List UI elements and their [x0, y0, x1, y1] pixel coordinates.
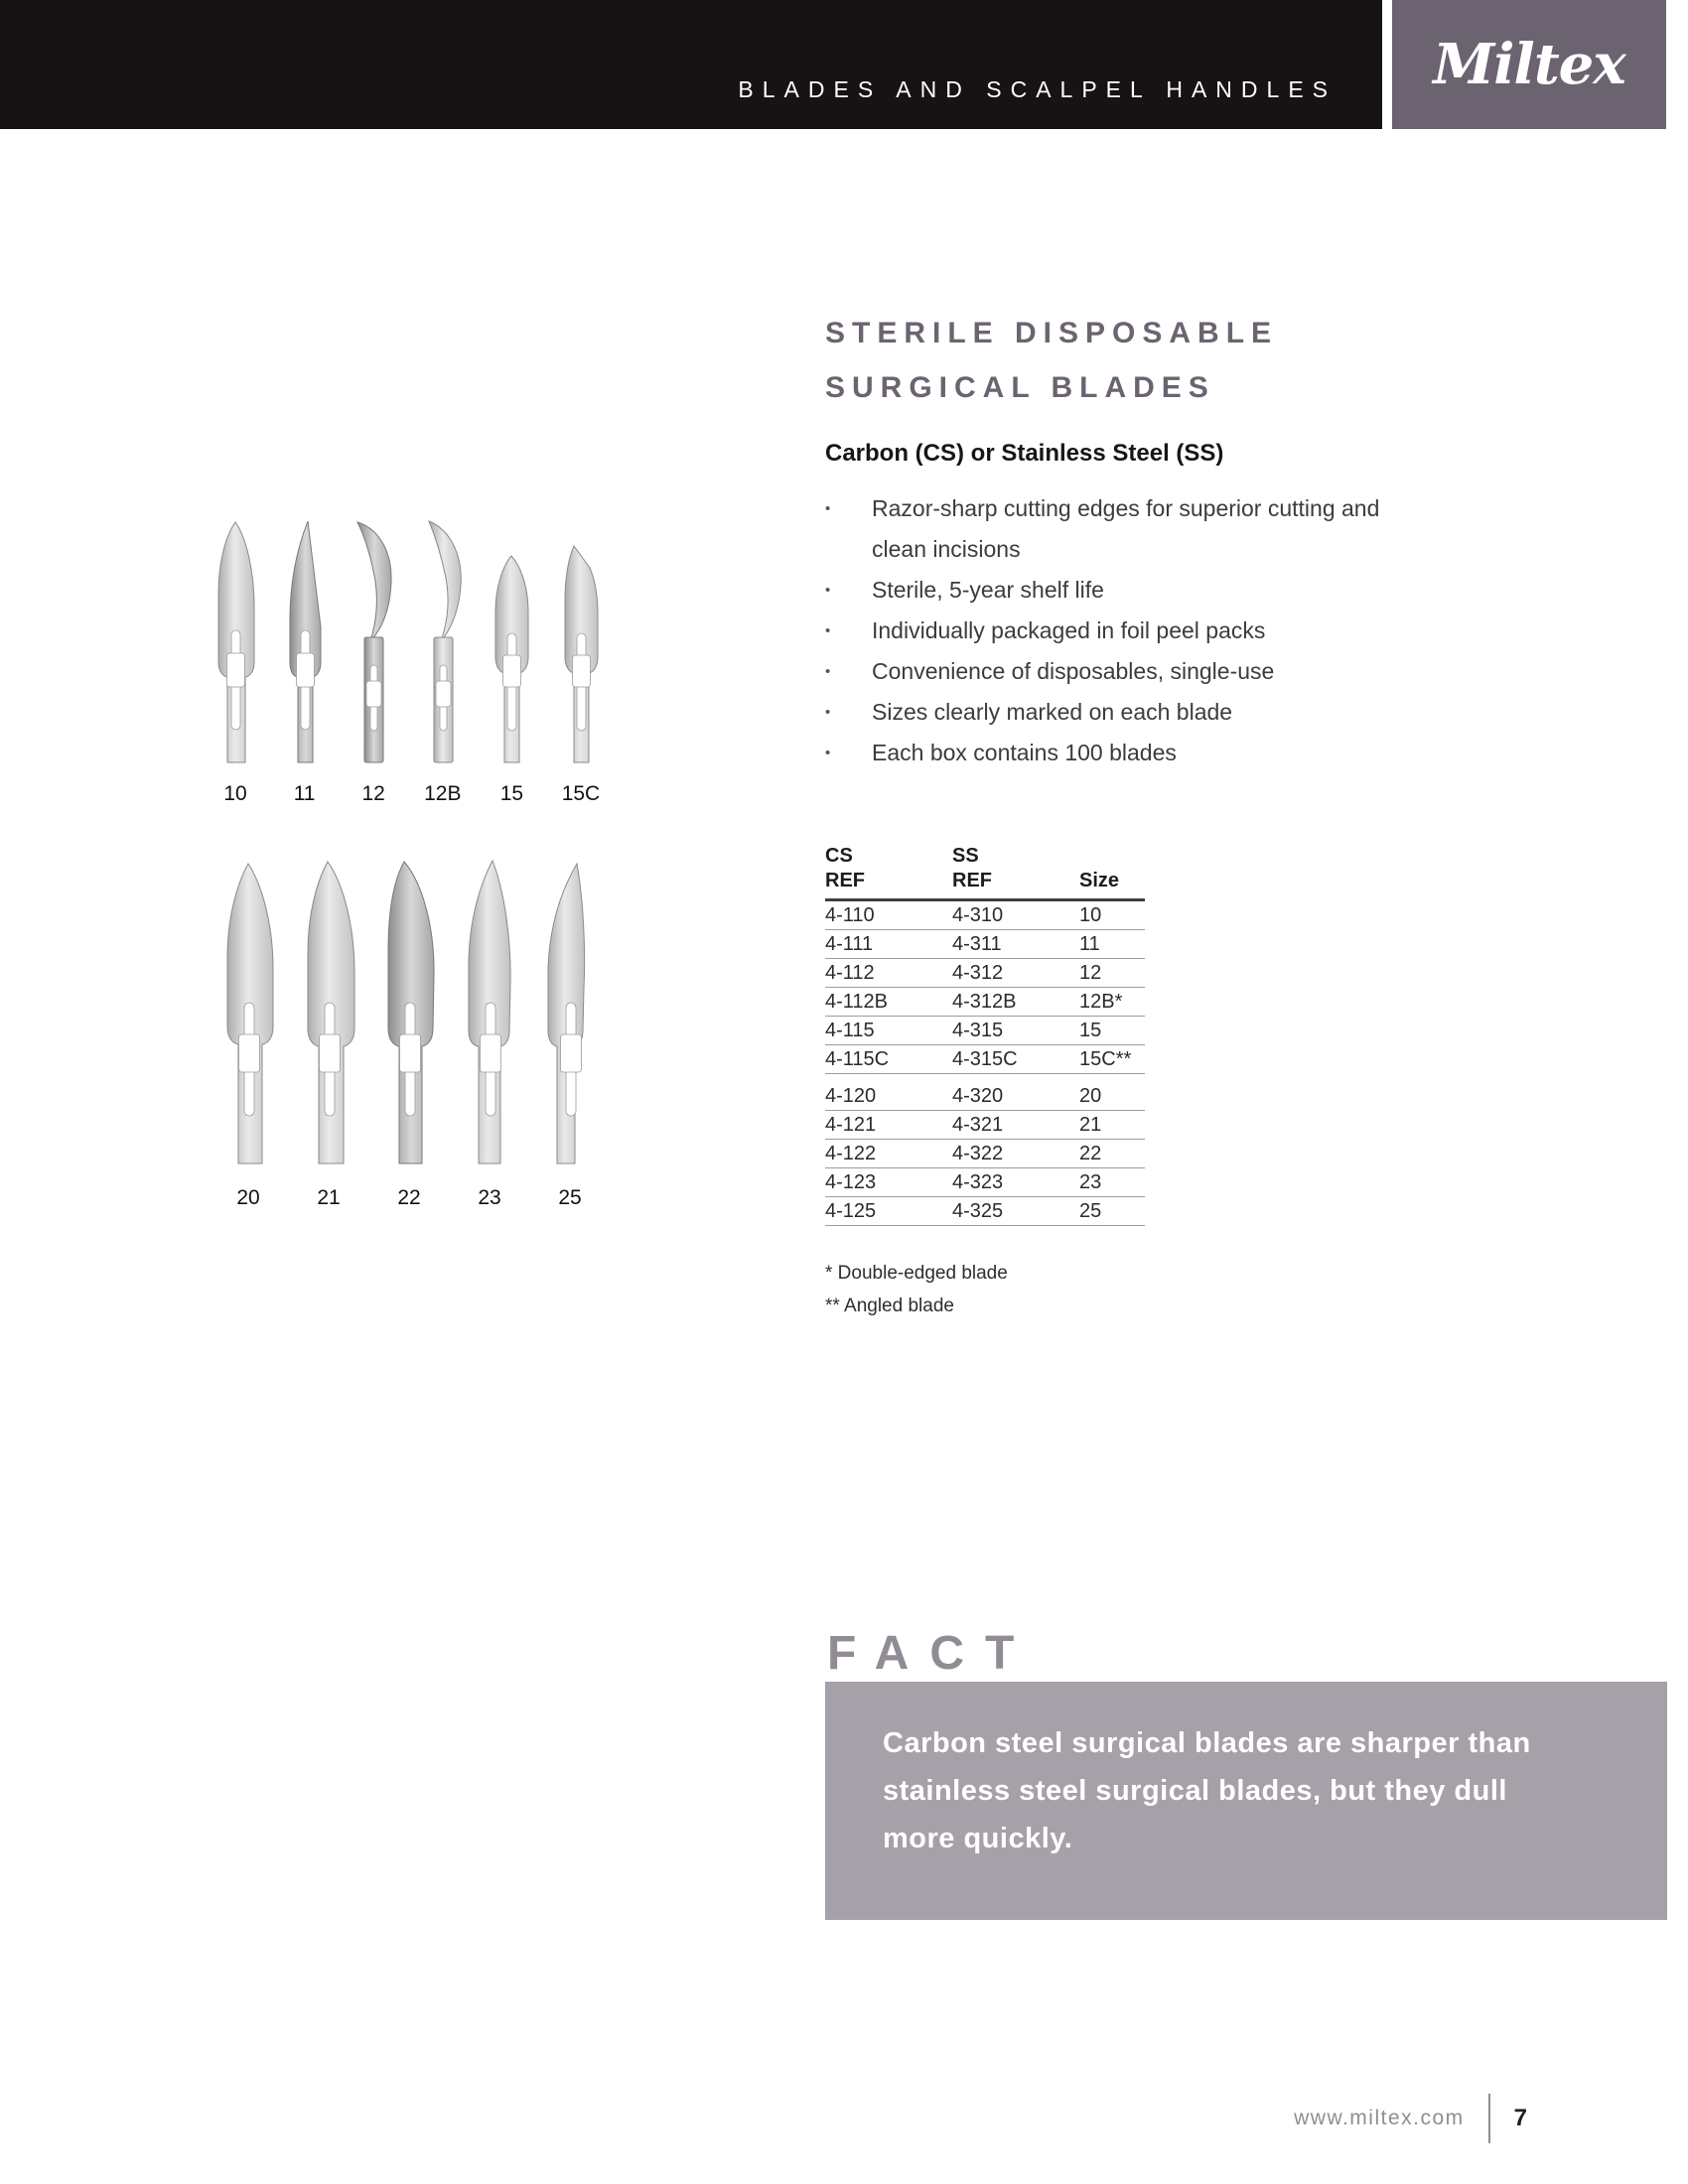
cell-size: 21 — [1079, 1113, 1102, 1136]
col-header-ss-line2: REF — [952, 870, 992, 891]
feature-text: • Razor-sharp cutting edges for superior cutting and clean incisions — [872, 495, 1380, 562]
blade-label-15c: 15C — [561, 782, 601, 805]
blade-figure-15c — [549, 516, 613, 806]
cell-cs-ref: 4-123 — [825, 1170, 877, 1193]
cell-cs-ref: 4-115 — [825, 1019, 875, 1041]
blade-label-12b: 12B — [424, 782, 462, 805]
blade-figure-12 — [342, 516, 405, 806]
cell-ss-ref: 4-323 — [952, 1170, 1004, 1193]
blade-12b-illustration — [411, 516, 475, 769]
blade-25-illustration — [532, 856, 608, 1173]
table-row — [825, 959, 1145, 988]
blade-23-illustration — [452, 856, 527, 1173]
feature-text: • Each box contains 100 blades — [872, 740, 1177, 765]
col-header-cs-line2: REF — [825, 870, 865, 891]
table-row — [825, 1082, 1145, 1111]
header-bar — [0, 0, 1382, 129]
cell-ss-ref: 4-322 — [952, 1142, 1004, 1164]
cell-cs-ref: 4-112B — [825, 990, 889, 1013]
section-title-line2: SURGICAL BLADES — [825, 371, 1215, 404]
section-title-line1: STERILE DISPOSABLE — [825, 317, 1279, 349]
table-row — [825, 1045, 1145, 1074]
col-header-size: Size — [1079, 870, 1120, 891]
cell-ss-ref: 4-311 — [952, 932, 1002, 955]
blade-15c-illustration — [549, 516, 613, 769]
cell-cs-ref: 4-120 — [825, 1084, 877, 1107]
cell-cs-ref: 4-110 — [825, 903, 875, 926]
blade-22-illustration — [371, 856, 447, 1173]
brand-logo-box — [1392, 0, 1666, 129]
cell-ss-ref: 4-315 — [952, 1019, 1004, 1041]
blade-label-15: 15 — [499, 782, 524, 805]
footnote-double-edged: * Double-edged blade — [825, 1263, 1008, 1284]
blade-label-10: 10 — [223, 782, 247, 805]
header-title: BLADES AND SCALPEL HANDLES — [738, 76, 1336, 102]
fact-heading: FACT — [827, 1627, 1036, 1680]
blade-21-illustration — [291, 856, 366, 1173]
cell-size: 15C** — [1079, 1047, 1132, 1070]
cell-size: 12B* — [1079, 990, 1123, 1013]
cell-size: 25 — [1079, 1199, 1102, 1222]
page-number: 7 — [1513, 2105, 1527, 2131]
blade-label-25: 25 — [558, 1186, 582, 1209]
blade-figure-20 — [211, 856, 286, 1210]
cell-cs-ref: 4-115C — [825, 1047, 890, 1070]
feature-text: • Convenience of disposables, single-use — [872, 658, 1275, 684]
cell-cs-ref: 4-112 — [825, 961, 875, 984]
footer-divider — [1488, 2094, 1490, 2143]
col-header-ss — [952, 844, 1079, 893]
cell-size: 15 — [1079, 1019, 1102, 1041]
col-header-ss-line1: SS — [952, 845, 979, 867]
cell-ss-ref: 4-312B — [952, 990, 1017, 1013]
blade-label-22: 22 — [397, 1186, 421, 1209]
table-row — [825, 1197, 1145, 1226]
table-row — [825, 988, 1145, 1017]
cell-cs-ref: 4-121 — [825, 1113, 877, 1136]
feature-item — [825, 651, 1393, 692]
cell-size: 11 — [1079, 932, 1100, 955]
blade-label-20: 20 — [236, 1186, 260, 1209]
cell-size: 10 — [1079, 903, 1102, 926]
table-row — [825, 930, 1145, 959]
feature-text: • Individually packaged in foil peel packs — [872, 617, 1266, 643]
table-row — [825, 1111, 1145, 1140]
cell-ss-ref: 4-312 — [952, 961, 1004, 984]
feature-item — [825, 570, 1393, 611]
cell-ss-ref: 4-310 — [952, 903, 1004, 926]
blade-15-illustration — [480, 516, 543, 769]
ref-table — [825, 844, 1145, 1226]
cell-cs-ref: 4-122 — [825, 1142, 877, 1164]
cell-ss-ref: 4-320 — [952, 1084, 1004, 1107]
fact-text: Carbon steel surgical blades are sharper than stainless steel surgical blades, but they dull more quickly. — [883, 1727, 1531, 1854]
cell-cs-ref: 4-111 — [825, 932, 874, 955]
table-header — [825, 844, 1145, 901]
blade-11-illustration — [273, 516, 337, 769]
blade-12-illustration — [342, 516, 405, 769]
blade-row-small — [204, 516, 613, 806]
section-subtitle: Carbon (CS) or Stainless Steel (SS) — [825, 440, 1224, 467]
cell-size: 20 — [1079, 1084, 1102, 1107]
table-row — [825, 1168, 1145, 1197]
blade-label-21: 21 — [317, 1186, 341, 1209]
footer-url[interactable]: www.miltex.com — [1294, 2107, 1465, 2129]
brand-logo: Miltex — [1433, 32, 1625, 97]
blade-label-23: 23 — [478, 1186, 501, 1209]
blade-10-illustration — [204, 516, 267, 769]
feature-item — [825, 611, 1393, 651]
cell-size: 12 — [1079, 961, 1102, 984]
blade-label-11: 11 — [293, 782, 316, 805]
blade-figure-25 — [532, 856, 608, 1210]
blade-figure-12b — [411, 516, 475, 806]
table-row — [825, 901, 1145, 930]
blade-figure-23 — [452, 856, 527, 1210]
cell-size: 22 — [1079, 1142, 1102, 1164]
blade-figure-22 — [371, 856, 447, 1210]
cell-cs-ref: 4-125 — [825, 1199, 877, 1222]
table-row — [825, 1017, 1145, 1045]
feature-item — [825, 733, 1393, 773]
table-row — [825, 1140, 1145, 1168]
footnotes — [825, 1257, 1008, 1322]
fact-box — [825, 1682, 1667, 1920]
blade-figure-21 — [291, 856, 366, 1210]
cell-size: 23 — [1079, 1170, 1102, 1193]
footnote-angled: ** Angled blade — [825, 1296, 954, 1316]
blade-20-illustration — [211, 856, 286, 1173]
section-title — [825, 306, 1278, 415]
feature-text: • Sterile, 5-year shelf life — [872, 577, 1104, 603]
feature-list — [825, 488, 1393, 773]
cell-ss-ref: 4-315C — [952, 1047, 1018, 1070]
blade-figure-10 — [204, 516, 267, 806]
feature-item — [825, 692, 1393, 733]
col-header-cs-line1: CS — [825, 845, 853, 867]
col-header-cs — [825, 844, 952, 893]
blade-row-large — [211, 856, 608, 1210]
blade-figure-15 — [480, 516, 543, 806]
cell-ss-ref: 4-325 — [952, 1199, 1004, 1222]
feature-text: • Sizes clearly marked on each blade — [872, 699, 1233, 725]
page-footer — [1294, 2093, 1527, 2144]
blade-label-12: 12 — [361, 782, 385, 805]
blade-figure-11 — [273, 516, 337, 806]
cell-ss-ref: 4-321 — [952, 1113, 1004, 1136]
feature-item — [825, 488, 1393, 570]
